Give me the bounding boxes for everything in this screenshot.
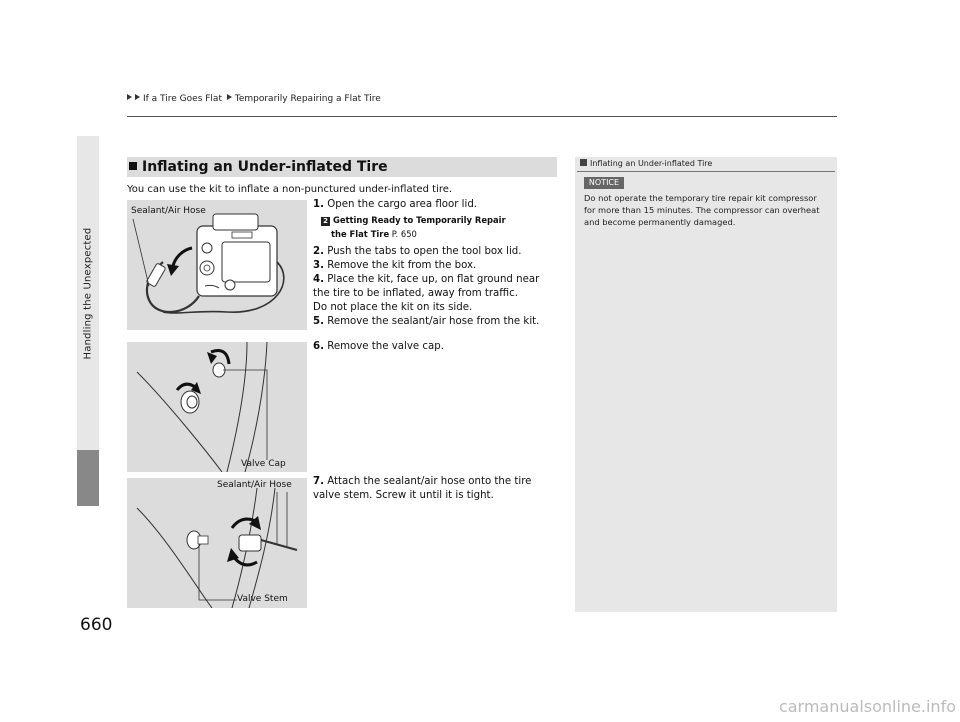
list-item: 6. Remove the valve cap. <box>313 341 444 352</box>
side-tab-marker <box>77 450 99 506</box>
list-item: 7. Attach the sealant/air hose onto the tire <box>313 476 532 487</box>
figure-valve-cap <box>127 342 307 472</box>
list-item: 2. Push the tabs to open the tool box lid. <box>313 246 522 257</box>
side-note-text: Do not operate the temporary tire repair kit compressor for more than 15 minutes. The compressor can overheat and become permanently damaged. <box>584 193 820 227</box>
breadcrumb-item[interactable]: Temporarily Repairing a Flat Tire <box>234 94 381 104</box>
list-item-continued: the tire to be inflated, away from traffic. <box>313 288 518 299</box>
figure-label: Sealant/Air Hose <box>131 206 206 216</box>
watermark: carmanualsonline.info <box>778 697 956 716</box>
notice-badge: NOTICE <box>584 177 624 189</box>
figure-repair-kit <box>127 200 307 330</box>
section-heading: Inflating an Under-inflated Tire <box>127 157 557 177</box>
valve-cap-illustration <box>127 342 307 472</box>
figure-label: Valve Stem <box>237 594 288 604</box>
list-item: 5. Remove the sealant/air hose from the kit. <box>313 316 540 327</box>
figure-label: Sealant/Air Hose <box>217 480 292 490</box>
square-bullet-icon <box>129 162 137 170</box>
list-item: 4. Place the kit, face up, on flat ground near <box>313 274 540 285</box>
page-number: 660 <box>80 615 113 635</box>
breadcrumb-arrow-icon <box>227 94 232 100</box>
breadcrumb <box>127 94 381 104</box>
breadcrumb-item[interactable]: If a Tire Goes Flat <box>143 94 222 104</box>
header-rule <box>127 116 837 117</box>
side-note-rule <box>577 171 835 172</box>
valve-stem-illustration <box>127 478 307 608</box>
list-item: 1. Open the cargo area floor lid. <box>313 199 478 210</box>
breadcrumb-arrow-icon <box>127 94 132 100</box>
section-intro: You can use the kit to inflate a non-punctured under-inflated tire. <box>127 184 453 195</box>
side-tab-label: Handling the Unexpected <box>82 227 94 359</box>
reference-icon: 2 <box>321 217 330 226</box>
note-marker-icon <box>580 159 587 166</box>
list-item: 3. Remove the kit from the box. <box>313 260 477 271</box>
side-note-title: Inflating an Under-inflated Tire <box>580 159 712 168</box>
repair-kit-illustration <box>127 200 307 330</box>
figure-valve-stem <box>127 478 307 608</box>
cross-reference-link[interactable]: 2 Getting Ready to Temporarily Repair <box>313 213 571 227</box>
breadcrumb-arrow-icon <box>135 94 140 100</box>
figure-label: Valve Cap <box>241 459 286 469</box>
cross-reference-link[interactable]: the Flat Tire P. 650 <box>331 229 417 239</box>
list-item-continued: valve stem. Screw it until it is tight. <box>313 490 494 501</box>
list-item-continued: Do not place the kit on its side. <box>313 302 473 313</box>
